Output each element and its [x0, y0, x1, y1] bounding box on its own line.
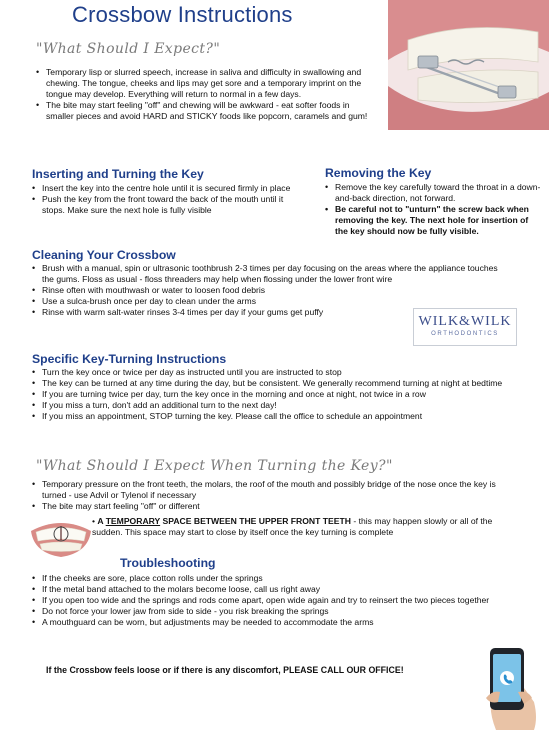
- footer-call-office: If the Crossbow feels loose or if there is any discomfort, PLEASE CALL OUR OFFICE!: [46, 665, 404, 675]
- temporary-space-note: [92, 516, 512, 538]
- bullet: •: [92, 516, 98, 526]
- page-title: Crossbow Instructions: [72, 2, 293, 27]
- list-item: • Push the key from the front toward the back of the mouth until it stops. Make sure the next hole is fully visible: [32, 194, 297, 216]
- list-item: • If you are turning twice per day, turn the key once in the morning and once at night, not twice in a row: [32, 389, 512, 400]
- removing-list: [325, 182, 543, 237]
- list-item: • If you miss a turn, don't add an additional turn to the next day!: [32, 400, 512, 411]
- list-item: • The key can be turned at any time during the day, but be consistent. We generally recommend turning at night at bedtime: [32, 378, 512, 389]
- crossbow-appliance-image: [388, 0, 549, 130]
- list-item: • If you miss an appointment, STOP turning the key. Please call the office to schedule an appointment: [32, 411, 512, 422]
- list-item: • If you open too wide and the springs and rods come apart, open wide again and try to reinsert the two pieces together: [32, 595, 502, 606]
- specific-list: [32, 367, 512, 422]
- removing-heading: Removing the Key: [325, 166, 432, 180]
- wilk-wilk-logo: [413, 308, 517, 346]
- list-item: • If the metal band attached to the molars become loose, call us right away: [32, 584, 502, 595]
- list-item: • A mouthguard can be worn, but adjustments may be needed to accommodate the arms: [32, 617, 502, 628]
- list-item: • Rinse often with mouthwash or water to loosen food debris: [32, 285, 402, 296]
- space-rest: - this may happen slowly or all of the sudden. This space may start to close by itself once the key turning is complete: [92, 516, 493, 537]
- expect-heading: "What Should I Expect?": [36, 41, 221, 57]
- cleaning-heading: Cleaning Your Crossbow: [32, 248, 176, 262]
- front-teeth-space-image: [28, 517, 94, 559]
- specific-heading: Specific Key-Turning Instructions: [32, 352, 227, 366]
- troubleshooting-heading: Troubleshooting: [120, 556, 216, 570]
- list-item: • Do not force your lower jaw from side to side - you risk breaking the springs: [32, 606, 502, 617]
- list-item: • Temporary lisp or slurred speech, increase in saliva and difficulty in swallowing and chewing. The tongue, cheeks and lips may get sore and a temporary imprint on the tongue may develop. Everything will return to normal in a few days.: [36, 67, 376, 100]
- expect-turning-list: [32, 479, 502, 512]
- logo-text: WILK&WILK: [418, 314, 512, 329]
- list-item: • The bite may start feeling "off" or different: [32, 501, 502, 512]
- troubleshooting-list: [32, 573, 502, 628]
- space-prefix: A: [97, 516, 106, 526]
- logo-subtext: ORTHODONTICS: [431, 331, 499, 337]
- list-item: • The bite may start feeling "off" and chewing will be awkward - eat softer foods in smaller pieces and avoid HARD and STICKY foods like popcorn, caramels and gum!: [36, 100, 376, 122]
- inserting-list: [32, 183, 297, 216]
- list-item: • Brush with a manual, spin or ultrasonic toothbrush 2-3 times per day focusing on the areas where the appliance touches the gums. Floss as usual - floss threaders may help when flossing under the lower front wire: [32, 263, 512, 285]
- list-item: • Temporary pressure on the front teeth, the molars, the roof of the mouth and possibly bridge of the nose once the key is turned - use Advil or Tylenol if necessary: [32, 479, 502, 501]
- list-item: • Turn the key once or twice per day as instructed until you are instructed to stop: [32, 367, 512, 378]
- space-temporary: TEMPORARY: [105, 516, 161, 526]
- inserting-heading: Inserting and Turning the Key: [32, 167, 204, 181]
- space-bold: SPACE BETWEEN THE UPPER FRONT TEETH: [160, 516, 351, 526]
- expect-turning-heading: "What Should I Expect When Turning the Key?": [36, 458, 393, 474]
- list-item: • Rinse with warm salt-water rinses 3-4 times per day if your gums get puffy: [32, 307, 402, 318]
- list-item: • Remove the key carefully toward the throat in a down-and-back direction, not forward.: [325, 182, 543, 204]
- list-item: • Insert the key into the centre hole until it is secured firmly in place: [32, 183, 297, 194]
- phone-call-image: [478, 640, 542, 730]
- list-item: • Be careful not to "unturn" the screw back when removing the key. The next hole for insertion of the key should now be fully visible.: [325, 204, 543, 237]
- list-item: • If the cheeks are sore, place cotton rolls under the springs: [32, 573, 502, 584]
- expect-list: [36, 67, 376, 122]
- list-item: • Use a sulca-brush once per day to clean under the arms: [32, 296, 402, 307]
